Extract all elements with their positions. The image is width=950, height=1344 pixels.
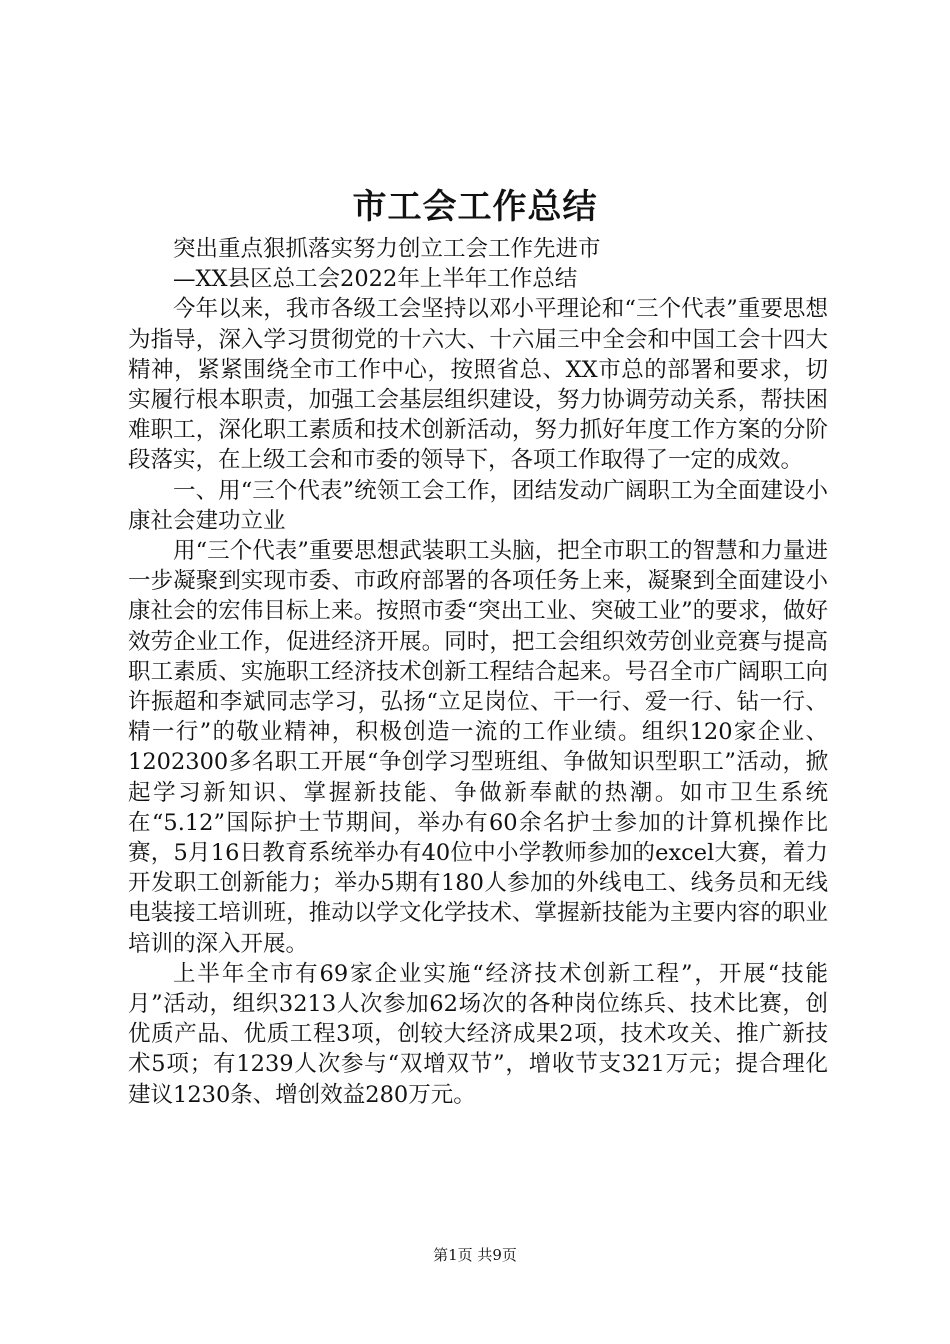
body-paragraph: 上半年全市有69家企业实施“经济技术创新工程”，开展“技能月”活动，组织3213人次参加62场次的各种岗位练兵、技术比赛，创优质产品、优质工程3项，创较大经济成果2项，技术攻关、推广新技术5项；有1239人次参与“双增双节”，增收节支321万元；提合理化建议1230条、增创效益280万元。 — [128, 960, 828, 1108]
document-title: 市工会工作总结 — [352, 187, 598, 227]
subtitle-source-line: —XX县区总工会2022年上半年工作总结 — [173, 266, 578, 293]
body-paragraph: 用“三个代表”重要思想武装职工头脑，把全市职工的智慧和力量进一步凝聚到实现市委、市政府部署的各项任务上来，凝聚到全面建设小康社会的宏伟目标上来。按照市委“突出工业、突破工业”的要求，做好效劳企业工作，促进经济开展。同时，把工会组织效劳创业竞赛与提高职工素质、实施职工经济技术创新工程结合起来。号召全市广阔职工向许振超和李斌同志学习，弘扬“立足岗位、干一行、爱一行、钻一行、精一行”的敬业精神，积极创造一流的工作业绩。组织120家企业、1202300多名职工开展“争创学习型班组、争做知识型职工”活动，掀起学习新知识、掌握新技能、争做新奉献的热潮。如市卫生系统在“5.12”国际护士节期间，举办有60余名护士参加的计算机操作比赛，5月16日教育系统举办有40位中小学教师参加的excel大赛，着力开发职工创新能力；举办5期有180人参加的外线电工、线务员和无线电装接工培训班，推动以学文化学技术、掌握新技能为主要内容的职业培训的深入开展。 — [128, 538, 828, 957]
page-number-footer: 第1页 共9页 — [433, 1246, 517, 1264]
intro-paragraph: 今年以来，我市各级工会坚持以邓小平理论和“三个代表”重要思想为指导，深入学习贯彻党的十六大、十六届三中全会和中国工会十四大精神，紧紧围绕全市工作中心，按照省总、XX市总的部署和要求，切实履行根本职责，加强工会基层组织建设，努力协调劳动关系，帮扶困难职工，深化职工素质和技术创新活动，努力抓好年度工作方案的分阶段落实，在上级工会和市委的领导下，各项工作取得了一定的成效。 — [128, 296, 828, 474]
section-heading: 一、用“三个代表”统领工会工作，团结发动广阔职工为全面建设小康社会建功立业 — [128, 477, 828, 534]
document-body — [128, 234, 828, 1110]
subtitle-line: 突出重点狠抓落实努力创立工会工作先进市 — [173, 236, 601, 262]
